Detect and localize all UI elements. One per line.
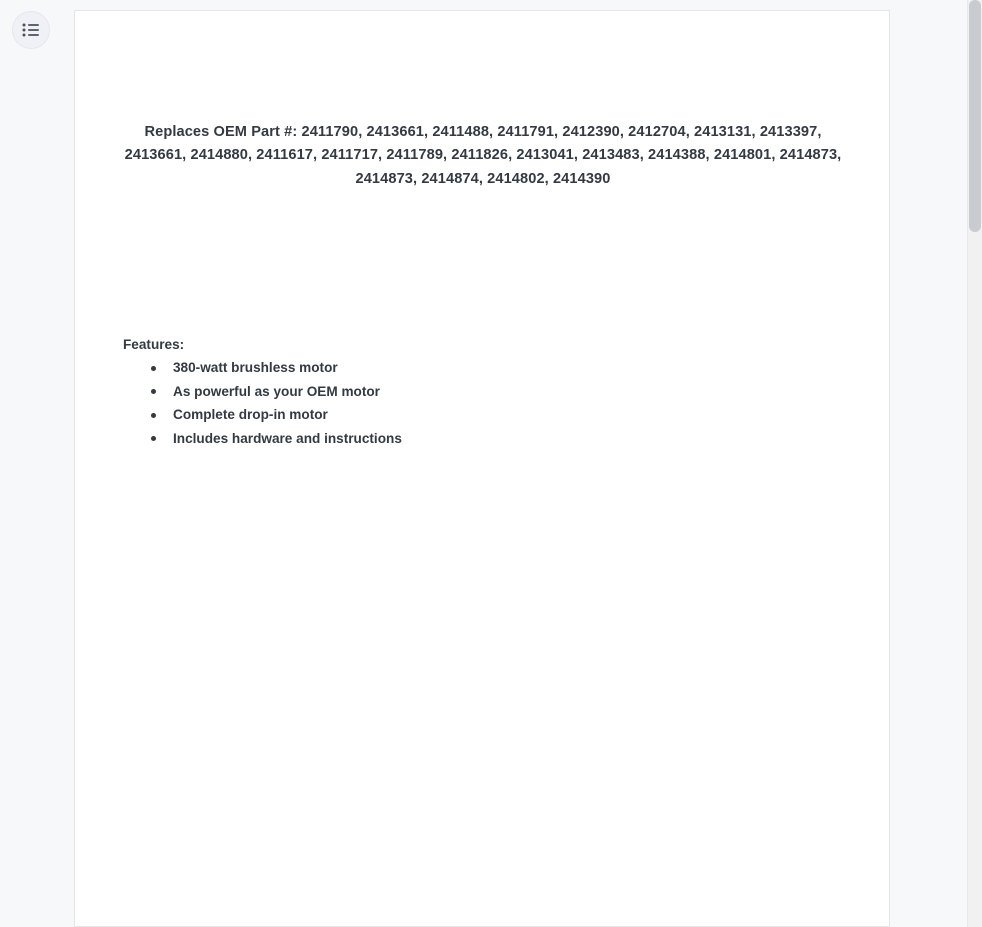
oem-replacement-paragraph: Replaces OEM Part #: 2411790, 2413661, 2411488, 2411791, 2412390, 2412704, 2413131, 2413397, 2413661, 2414880, 2411617, 2411717, 2411789, 2411826, 2413041, 2413483, 2414388, 2414801, 2414873, 2414873, 2414874, 2414802, 2414390: [124, 123, 842, 187]
document-page: [74, 10, 890, 927]
vertical-scrollbar[interactable]: [967, 0, 982, 927]
features-list: [123, 356, 402, 450]
list-item: 380-watt brushless motor: [151, 356, 402, 380]
menu-toggle-button[interactable]: [12, 11, 50, 49]
list-item: Complete drop-in motor: [151, 403, 402, 427]
list-menu-icon: [22, 23, 40, 37]
list-item: As powerful as your OEM motor: [151, 380, 402, 404]
list-item: Includes hardware and instructions: [151, 427, 402, 451]
scrollbar-thumb[interactable]: [969, 0, 981, 232]
features-heading: Features:: [123, 336, 185, 352]
